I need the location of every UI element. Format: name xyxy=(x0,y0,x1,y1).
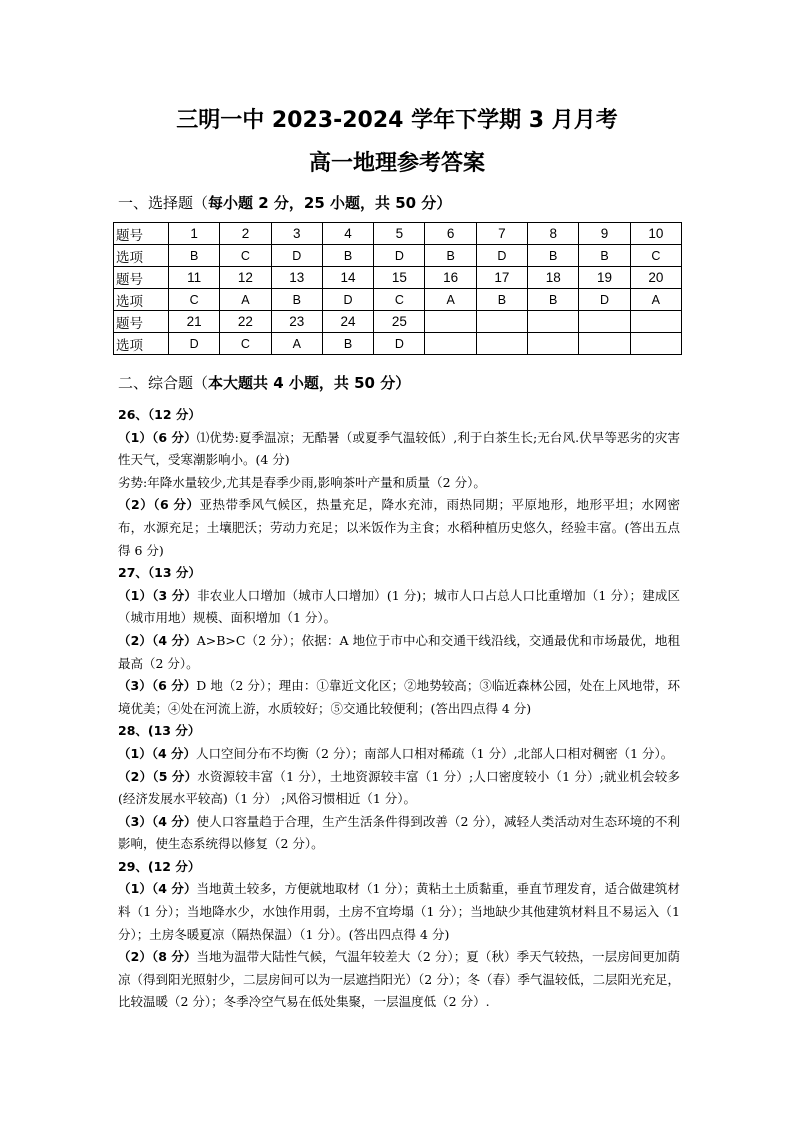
answer-paragraph xyxy=(118,427,680,472)
answer-row xyxy=(114,333,682,355)
question-number-cell xyxy=(630,311,681,333)
question-number-cell: 15 xyxy=(374,267,425,289)
answer-cell: C xyxy=(169,289,220,311)
answer-cell: A xyxy=(425,289,476,311)
answer-cell: B xyxy=(322,333,373,355)
answer-text: ⑴优势:夏季温凉；无酷暑（或夏季气温较低）,利于白茶生长;无台风.伏旱等恶劣的灾害性天气，受寒潮影响小。(4 分) xyxy=(118,429,680,468)
sub-question-label: （2）（4 分） xyxy=(118,632,197,648)
section1-heading-prefix: 一、选择题（ xyxy=(118,194,209,212)
answer-cell: C xyxy=(220,333,271,355)
page-title: 三明一中 2023-2024 学年下学期 3 月月考 xyxy=(176,108,618,133)
answer-row xyxy=(114,245,682,267)
answer-cell: A xyxy=(271,333,322,355)
sub-question-label: （1）（4 分） xyxy=(118,745,196,761)
answer-paragraph xyxy=(118,811,680,856)
answer-text: 当地为温带大陆性气候，气温年较差大（2 分）；夏（秋）季天气较热，一层房间更加荫凉（得到阳光照射少，二层房间可以为一层遮挡阳光）（2 分）；冬（春）季气温较低，二层阳光充足，比较温暖（2 分）；冬季冷空气易在低处集聚，一层温度低（2 分）. xyxy=(118,949,680,1010)
answer-cell: A xyxy=(630,289,681,311)
section2-heading-detail: 本大题共 4 小题，共 50 分） xyxy=(208,374,411,392)
answer-text: A>B>C（2 分）；依据：A 地位于市中心和交通干线沿线，交通最优和市场最优，地租最高（2 分）。 xyxy=(118,632,681,671)
answer-cell xyxy=(528,333,579,355)
answer-cell: B xyxy=(425,245,476,267)
choice-answer-table xyxy=(113,222,682,355)
question-number-cell: 24 xyxy=(322,311,373,333)
answer-cell: D xyxy=(476,245,527,267)
question-number-cell: 14 xyxy=(322,267,373,289)
question-number-cell: 20 xyxy=(630,267,681,289)
question-heading: 28、(13 分） xyxy=(118,723,201,739)
question-number-cell: 9 xyxy=(579,223,630,245)
answer-paragraph xyxy=(118,630,680,675)
section1-heading-detail: 每小题 2 分，25 小题，共 50 分） xyxy=(208,194,452,212)
question-number-cell: 23 xyxy=(271,311,322,333)
answer-cell: D xyxy=(579,289,630,311)
answer-paragraph xyxy=(118,946,680,1014)
answer-cell xyxy=(425,333,476,355)
answer-cell: B xyxy=(476,289,527,311)
answer-text: D 地（2 分）；理由：①靠近文化区；②地势较高；③临近森林公园，处在上风地带，环境优美；④处在河流上游，水质较好；⑤交通比较便利；(答出四点得 4 分) xyxy=(118,678,680,716)
section2-heading xyxy=(118,372,410,393)
answer-paragraph xyxy=(118,878,680,946)
sub-question-label: （2）（6 分） xyxy=(118,497,200,513)
answer-cell: B xyxy=(528,245,579,267)
answer-paragraph xyxy=(118,766,680,811)
sub-question-label: （2）（8 分） xyxy=(118,949,197,965)
question-number-cell: 13 xyxy=(271,267,322,289)
answer-cell: B xyxy=(271,289,322,311)
answer-text: 使人口容量趋于合理，生产生活条件得到改善（2 分），减轻人类活动对生态环境的不利影响，使生态系统得以修复（2 分）。 xyxy=(118,813,680,852)
question-number-cell: 7 xyxy=(476,223,527,245)
page-subtitle: 高一地理参考答案 xyxy=(308,151,485,176)
row-label-number: 题号 xyxy=(114,267,169,289)
answer-cell xyxy=(476,333,527,355)
question-number-cell: 8 xyxy=(528,223,579,245)
question-number-cell xyxy=(425,311,476,333)
question-number-cell xyxy=(528,311,579,333)
question-number-cell: 16 xyxy=(425,267,476,289)
row-label-answer: 选项 xyxy=(114,333,169,355)
sub-question-label: （3）（4 分） xyxy=(118,813,197,829)
row-label-number: 题号 xyxy=(114,311,169,333)
answer-text: 非农业人口增加（城市人口增加）(1 分)；城市人口占总人口比重增加（1 分）；建成区（城市用地）规模、面积增加（1 分）。 xyxy=(118,587,681,626)
answer-paragraph xyxy=(118,675,680,720)
question-number-cell xyxy=(579,311,630,333)
answer-text: 水资源较丰富（1 分），土地资源较丰富（1 分）;人口密度较小（1 分）;就业机会较多(经济发展水平较高)（1 分） ;风俗习惯相近（1 分）。 xyxy=(118,768,680,807)
answer-row xyxy=(114,289,682,311)
question-heading: 29、(12 分） xyxy=(118,858,201,874)
section1-heading xyxy=(118,192,451,213)
section2-heading-prefix: 二、综合题（ xyxy=(118,374,209,392)
answer-cell: B xyxy=(322,245,373,267)
question-number-cell xyxy=(476,311,527,333)
comprehensive-answers xyxy=(118,404,680,1014)
question-number-cell: 6 xyxy=(425,223,476,245)
answer-text: 亚热带季风气候区，热量充足，降水充沛，雨热同期；平原地形，地形平坦；水网密布，水源充足；土壤肥沃；劳动力充足；以米饭作为主食；水稻种植历史悠久，经验丰富。(答出五点得 6 分) xyxy=(118,497,680,558)
answer-text: 当地黄土较多，方便就地取材（1 分）；黄粘土土质黏重，垂直节理发育，适合做建筑材料（1 分）；当地降水少，水蚀作用弱，土房不宜垮塌（1 分）；当地缺少其他建筑材料且不易运入（1 分）；土房冬暖夏凉（隔热保温）（1 分）。(答出四点得 4 分) xyxy=(118,881,680,942)
question-heading: 26、（12 分） xyxy=(118,407,201,422)
answer-cell: C xyxy=(374,289,425,311)
question-number-cell: 21 xyxy=(169,311,220,333)
question-number-cell: 10 xyxy=(630,223,681,245)
answer-cell: A xyxy=(220,289,271,311)
answer-cell: B xyxy=(579,245,630,267)
question-number-row xyxy=(114,311,682,333)
question-number-cell: 19 xyxy=(579,267,630,289)
sub-question-label: （1）（6 分） xyxy=(118,429,197,445)
answer-cell: C xyxy=(630,245,681,267)
question-number-cell: 12 xyxy=(220,267,271,289)
sub-question-label: （1）（4 分） xyxy=(118,881,197,897)
answer-cell xyxy=(630,333,681,355)
question-heading: 27、（13 分） xyxy=(118,565,201,581)
answer-text: 劣势:年降水量较少,尤其是春季少雨,影响茶叶产量和质量（2 分）。 xyxy=(118,474,486,490)
answer-cell xyxy=(579,333,630,355)
question-number-cell: 1 xyxy=(169,223,220,245)
answer-cell: B xyxy=(528,289,579,311)
answer-paragraph xyxy=(118,472,680,495)
sub-question-label: （3）（6 分） xyxy=(118,678,197,694)
answer-paragraph xyxy=(118,494,680,562)
answer-paragraph xyxy=(118,585,680,630)
answer-cell: C xyxy=(220,245,271,267)
answer-paragraph xyxy=(118,743,680,766)
answer-text: 人口空间分布不均衡（2 分）；南部人口相对稀疏（1 分）,北部人口相对稠密（1 分）。 xyxy=(196,745,674,761)
question-number-cell: 18 xyxy=(528,267,579,289)
answer-cell: D xyxy=(169,333,220,355)
answer-cell: B xyxy=(169,245,220,267)
answer-cell: D xyxy=(271,245,322,267)
row-label-answer: 选项 xyxy=(114,289,169,311)
row-label-answer: 选项 xyxy=(114,245,169,267)
answer-cell: D xyxy=(374,333,425,355)
question-number-cell: 22 xyxy=(220,311,271,333)
question-number-cell: 4 xyxy=(322,223,373,245)
question-number-cell: 2 xyxy=(220,223,271,245)
question-number-cell: 3 xyxy=(271,223,322,245)
question-number-cell: 25 xyxy=(374,311,425,333)
question-number-cell: 11 xyxy=(169,267,220,289)
answer-cell: D xyxy=(322,289,373,311)
question-number-cell: 5 xyxy=(374,223,425,245)
question-number-row xyxy=(114,223,682,245)
question-number-row xyxy=(114,267,682,289)
row-label-number: 题号 xyxy=(114,223,169,245)
question-number-cell: 17 xyxy=(476,267,527,289)
answer-cell: D xyxy=(374,245,425,267)
sub-question-label: （2）（5 分） xyxy=(118,768,198,784)
sub-question-label: （1）（3 分） xyxy=(118,587,198,603)
